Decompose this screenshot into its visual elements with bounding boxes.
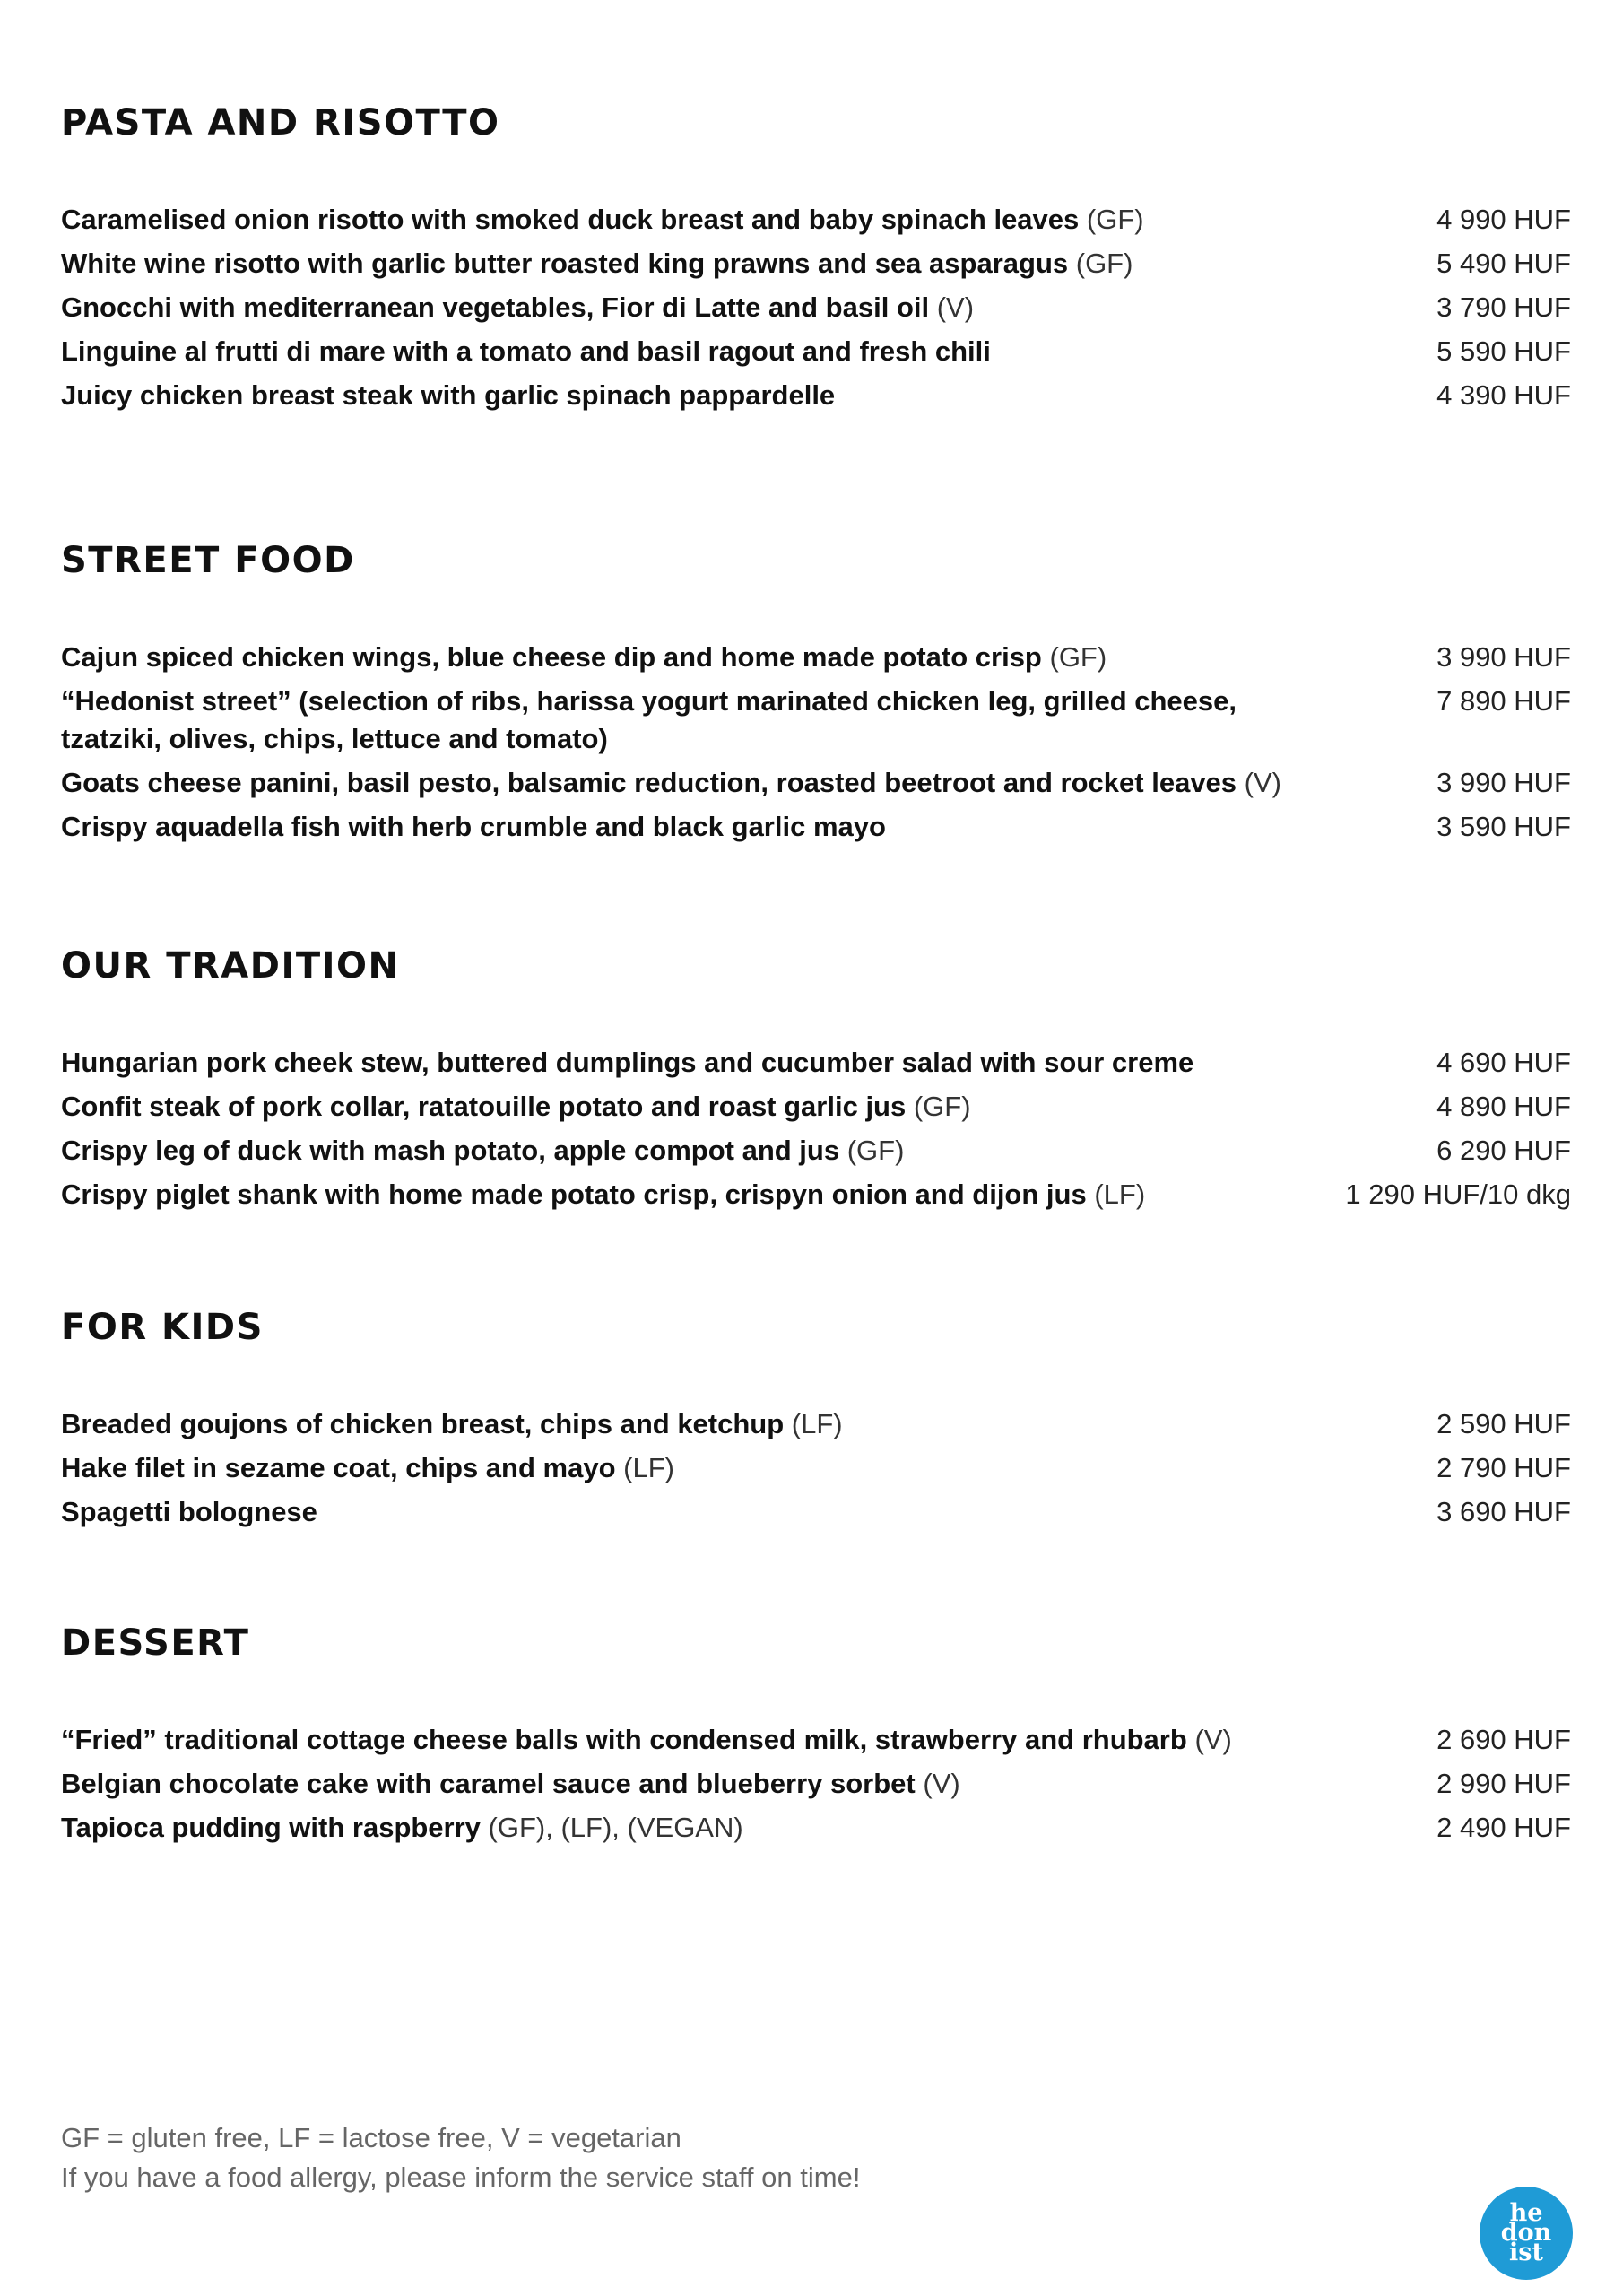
menu-item-name-wrap (61, 1809, 743, 1847)
dietary-tag: (GF), (LF), (VEGAN) (488, 1812, 743, 1843)
menu-item-name-wrap (61, 1765, 960, 1803)
menu-item-price: 5 590 HUF (1436, 335, 1571, 367)
dietary-tag: (V) (936, 291, 975, 323)
menu-item-name: Confit steak of pork collar, ratatouille potato and roast garlic jus (61, 1091, 907, 1122)
menu-item-name-wrap (61, 764, 1281, 802)
menu-item-price: 3 690 HUF (1436, 1496, 1571, 1527)
menu-item-name-wrap (61, 245, 1133, 283)
logo-line-3: ist (1509, 2239, 1543, 2266)
menu-item-name-wrap (61, 1405, 843, 1443)
menu-item (61, 245, 1571, 283)
menu-item-name-wrap (61, 333, 991, 370)
menu-item (61, 1176, 1571, 1213)
menu-item-name-wrap (61, 639, 1107, 676)
dietary-tag: (GF) (1086, 204, 1144, 235)
dietary-legend: GF = gluten free, LF = lactose free, V = vegetarian (61, 2122, 681, 2153)
menu-item (61, 764, 1571, 802)
menu-item-name: Belgian chocolate cake with caramel sauce and blueberry sorbet (61, 1768, 916, 1799)
hedonist-logo (1480, 2187, 1573, 2280)
menu-item-price: 4 990 HUF (1436, 204, 1571, 235)
dietary-tag: (LF) (791, 1408, 843, 1439)
menu-item (61, 333, 1571, 370)
menu-item-name-wrap (61, 201, 1144, 239)
menu-item-name: White wine risotto with garlic butter roasted king prawns and sea asparagus (61, 248, 1069, 279)
dietary-tag: (LF) (623, 1452, 674, 1483)
menu-item (61, 1449, 1571, 1487)
section-dessert (61, 1621, 1571, 1853)
menu-item-price: 3 790 HUF (1436, 291, 1571, 323)
menu-item-name: Spagetti bolognese (61, 1496, 317, 1527)
menu-item (61, 1765, 1571, 1803)
menu-item (61, 377, 1571, 414)
menu-item (61, 683, 1571, 758)
section-street-food (61, 538, 1571, 852)
menu-item-name-wrap (61, 1176, 1145, 1213)
menu-item-name: Juicy chicken breast steak with garlic spinach pappardelle (61, 379, 836, 411)
menu-item (61, 639, 1571, 676)
menu-item-name: Crispy piglet shank with home made potato crisp, crispyn onion and dijon jus (61, 1178, 1087, 1210)
menu-item-list (61, 1044, 1571, 1213)
menu-item-name-wrap (61, 1088, 971, 1126)
menu-item (61, 201, 1571, 239)
menu-item-price: 2 490 HUF (1436, 1812, 1571, 1843)
menu-item-name-wrap (61, 1493, 317, 1531)
menu-item-price: 6 290 HUF (1436, 1135, 1571, 1166)
menu-item (61, 1405, 1571, 1443)
menu-item-name-wrap (61, 289, 974, 326)
menu-item-price: 3 590 HUF (1436, 811, 1571, 842)
menu-item-price: 2 790 HUF (1436, 1452, 1571, 1483)
footer (61, 2118, 860, 2197)
menu-item-price: 2 590 HUF (1436, 1408, 1571, 1439)
menu-item-name: Linguine al frutti di mare with a tomato and basil ragout and fresh chili (61, 335, 991, 367)
menu-item-name-wrap (61, 1721, 1232, 1759)
menu-item-name-wrap (61, 1132, 904, 1170)
section-title: OUR TRADITION (61, 945, 400, 987)
dietary-tag: (V) (1244, 767, 1281, 798)
menu-item-name: Crispy aquadella fish with herb crumble and black garlic mayo (61, 811, 886, 842)
dietary-tag: (LF) (1094, 1178, 1146, 1210)
section-title: PASTA AND RISOTTO (61, 102, 500, 144)
menu-item-price: 4 690 HUF (1436, 1047, 1571, 1078)
menu-item-name: Breaded goujons of chicken breast, chips and ketchup (61, 1408, 785, 1439)
section-our-tradition (61, 944, 1571, 1220)
menu-item-name: “Hedonist street” (selection of ribs, harissa yogurt marinated chicken leg, grilled cheese, tzatziki, olives, chips, lettuce and tomato) (61, 685, 1237, 754)
menu-item-name-wrap (61, 683, 1334, 758)
menu-item-name-wrap (61, 1449, 674, 1487)
menu-item-name-wrap (61, 1044, 1193, 1082)
menu-item-price: 1 290 HUF/10 dkg (1345, 1178, 1571, 1210)
menu-item (61, 1088, 1571, 1126)
section-pasta-and-risotto (61, 100, 1571, 421)
section-for-kids (61, 1305, 1571, 1537)
menu-item (61, 808, 1571, 846)
menu-item-price: 3 990 HUF (1436, 641, 1571, 673)
menu-item-list (61, 1721, 1571, 1847)
menu-item (61, 1132, 1571, 1170)
menu-item-list (61, 201, 1571, 414)
menu-item-name: Gnocchi with mediterranean vegetables, Fior di Latte and basil oil (61, 291, 930, 323)
menu-item-name: “Fried” traditional cottage cheese balls with condensed milk, strawberry and rhubarb (61, 1724, 1187, 1755)
dietary-tag: (GF) (913, 1091, 971, 1122)
menu-item-price: 4 390 HUF (1436, 379, 1571, 411)
section-title: FOR KIDS (61, 1307, 264, 1348)
dietary-tag: (GF) (846, 1135, 905, 1166)
menu-item (61, 1721, 1571, 1759)
menu-item-list (61, 1405, 1571, 1531)
menu-item-name: Hake filet in sezame coat, chips and mayo (61, 1452, 616, 1483)
menu-item-price: 3 990 HUF (1436, 767, 1571, 798)
menu-item-price: 2 990 HUF (1436, 1768, 1571, 1799)
menu-item-name-wrap (61, 808, 886, 846)
menu-item-name: Caramelised onion risotto with smoked duck breast and baby spinach leaves (61, 204, 1080, 235)
dietary-tag: (GF) (1075, 248, 1133, 279)
section-title: DESSERT (61, 1622, 250, 1664)
menu-item (61, 289, 1571, 326)
menu-item (61, 1044, 1571, 1082)
menu-item-price: 4 890 HUF (1436, 1091, 1571, 1122)
dietary-tag: (V) (923, 1768, 960, 1799)
menu-item-name: Crispy leg of duck with mash potato, apple compot and jus (61, 1135, 840, 1166)
menu-item-price: 5 490 HUF (1436, 248, 1571, 279)
menu-item-name: Goats cheese panini, basil pesto, balsamic reduction, roasted beetroot and rocket leaves (61, 767, 1237, 798)
logo-line-2: don (1500, 2219, 1552, 2247)
menu-item-name: Tapioca pudding with raspberry (61, 1812, 481, 1843)
section-title: STREET FOOD (61, 540, 355, 581)
menu-item-name: Hungarian pork cheek stew, buttered dumplings and cucumber salad with sour creme (61, 1047, 1194, 1078)
dietary-tag: (GF) (1049, 641, 1107, 673)
menu-item-price: 2 690 HUF (1436, 1724, 1571, 1755)
allergy-note: If you have a food allergy, please inform the service staff on time! (61, 2161, 861, 2193)
menu-item (61, 1493, 1571, 1531)
menu-item (61, 1809, 1571, 1847)
menu-item-price: 7 890 HUF (1436, 685, 1571, 717)
menu-item-name-wrap (61, 377, 835, 414)
dietary-tag: (V) (1194, 1724, 1232, 1755)
menu-item-name: Cajun spiced chicken wings, blue cheese dip and home made potato crisp (61, 641, 1042, 673)
logo-line-1: he (1509, 2199, 1543, 2227)
menu-item-list (61, 639, 1571, 846)
